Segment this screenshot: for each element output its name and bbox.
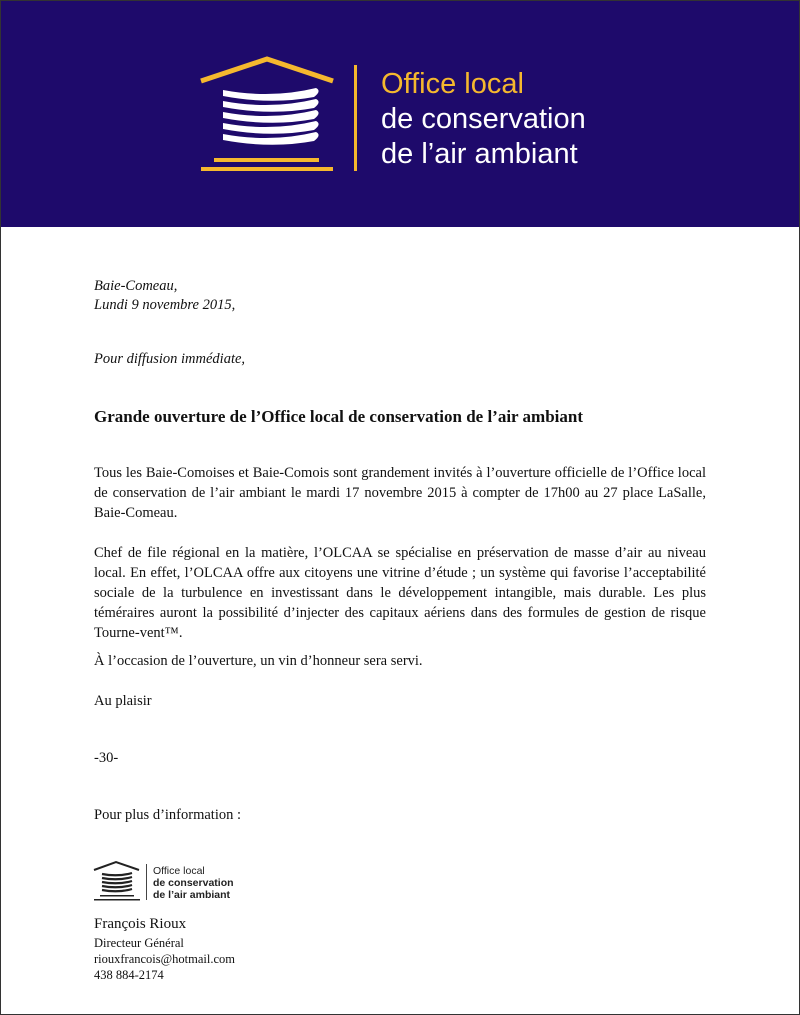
press-release-title: Grande ouverture de l’Office local de conservation de l’air ambiant <box>94 407 583 426</box>
small-house-logo-icon <box>93 860 141 902</box>
letter-date: Lundi 9 novembre 2015, <box>94 297 236 313</box>
logo-text-line2: de conservation <box>381 103 586 135</box>
small-logo-line3: de l’air ambiant <box>153 889 231 901</box>
house-air-logo-icon <box>196 51 341 176</box>
paragraph-1: Tous les Baie-Comoises et Baie-Comois sont grandement invités à l’ouverture officielle de l’Office local de conservation de l’air ambiant le mardi 17 novembre 2015 à compter de 17h00 au 27 place LaSalle, Baie-Comeau. <box>94 465 706 521</box>
small-logo-divider <box>146 864 147 900</box>
logo-divider <box>354 65 357 171</box>
letter-place: Baie-Comeau, <box>94 278 178 294</box>
end-mark: -30- <box>94 750 119 766</box>
info-label: Pour plus d’information : <box>94 807 242 823</box>
small-logo-line1: Office local <box>153 865 205 877</box>
logo-text-line3: de l’air ambiant <box>381 138 578 170</box>
logo-text-line1: Office local <box>381 68 524 100</box>
signature-phone: 438 884-2174 <box>94 968 164 982</box>
paragraph-2: Chef de file régional en la matière, l’OLCAA se spécialise en préservation de masse d’air au niveau local. En effet, l’OLCAA offre aux citoyens une vitrine d’étude ; un système qui favorise l’acceptabilité sociale de la turbulence en investissant dans le développement intangible, mais durable. Les plus téméraires auront la possibilité d’injecter des capitaux aériens dans des formules de gestion de risque Tourne-vent™. <box>94 545 706 641</box>
signature-name: François Rioux <box>94 916 187 932</box>
signature-email[interactable]: riouxfrancois@hotmail.com <box>94 952 235 966</box>
letterhead <box>1 1 799 227</box>
signature-role: Directeur Général <box>94 936 184 950</box>
release-note: Pour diffusion immédiate, <box>94 351 246 367</box>
paragraph-3: À l’occasion de l’ouverture, un vin d’honneur sera servi. <box>94 653 423 669</box>
small-logo-line2: de conservation <box>153 877 234 889</box>
closing: Au plaisir <box>94 693 152 709</box>
